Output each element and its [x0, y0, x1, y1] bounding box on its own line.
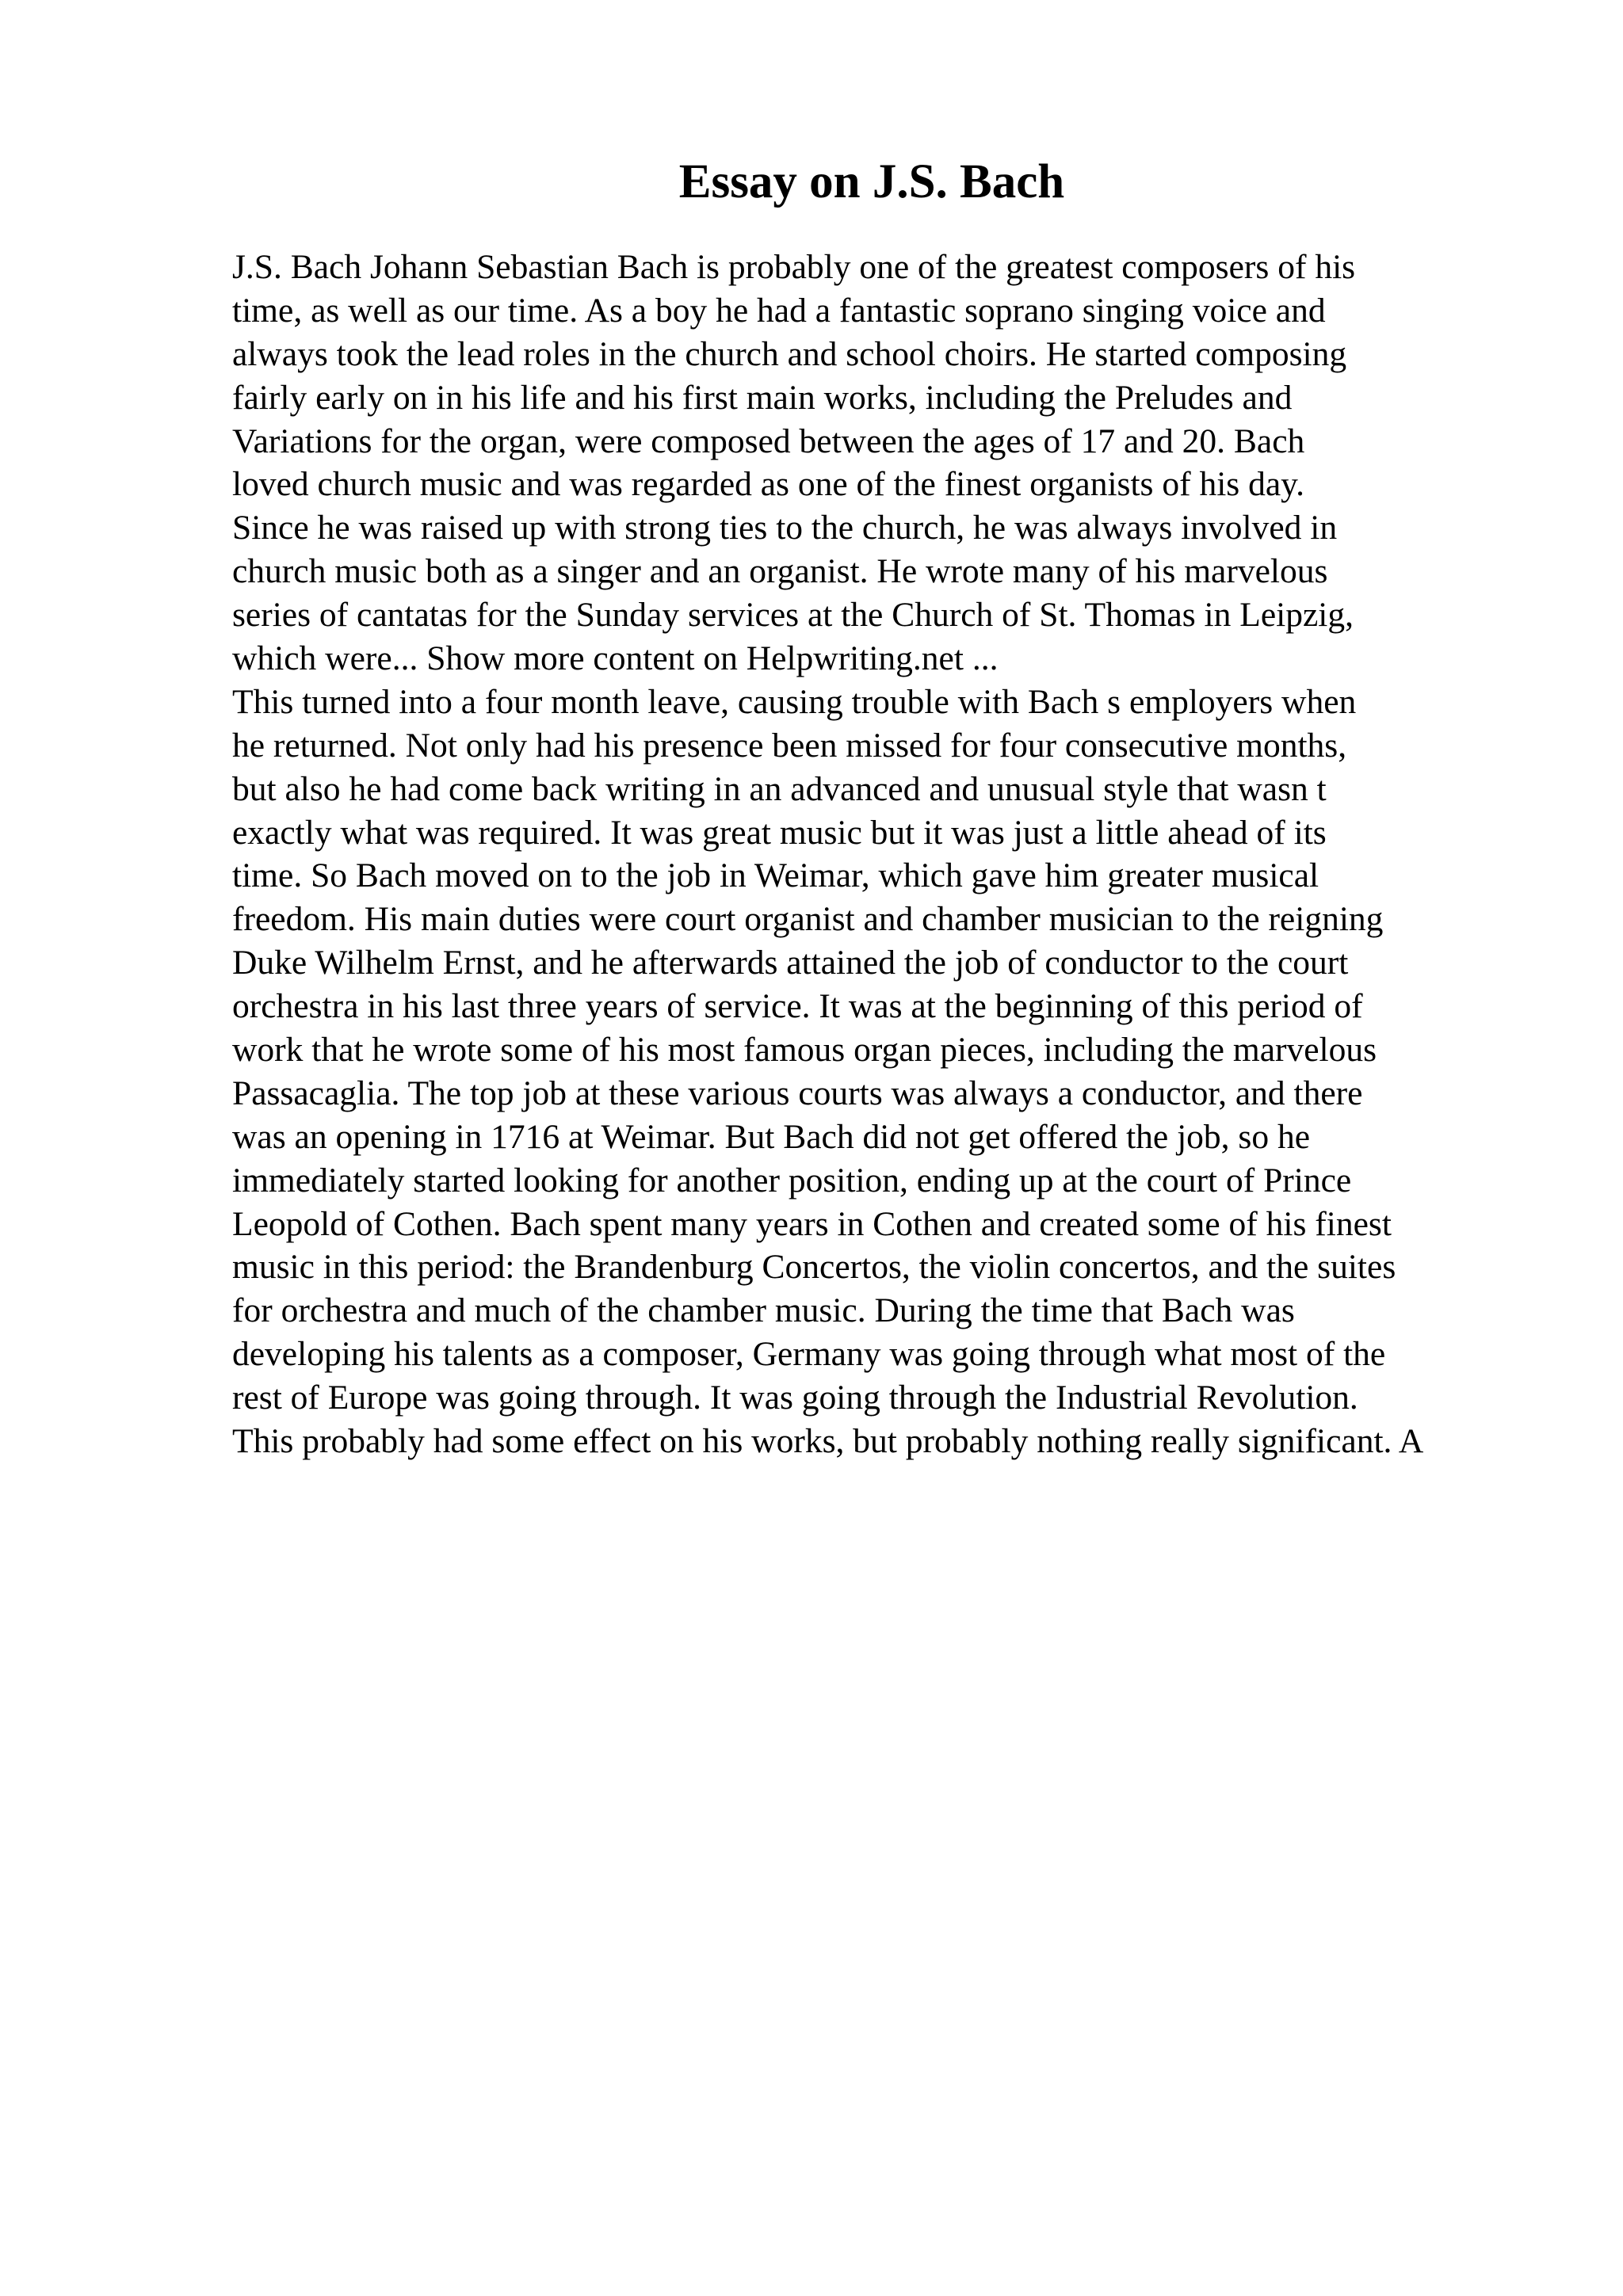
text-line: Duke Wilhelm Ernst, and he afterwards attained the job of conductor to the court [232, 944, 1349, 982]
text-line: exactly what was required. It was great music but it was just a little ahead of its [232, 813, 1327, 852]
text-line: series of cantatas for the Sunday services at the Church of St. Thomas in Leipzig, [232, 596, 1354, 635]
text-line: always took the lead roles in the church and school choirs. He started composing [232, 334, 1347, 373]
text-line: immediately started looking for another position, ending up at the court of Prince [232, 1161, 1352, 1199]
text-line: time, as well as our time. As a boy he had a fantastic soprano singing voice and [232, 291, 1326, 330]
text-line: work that he wrote some of his most famous organ pieces, including the marvelous [232, 1031, 1377, 1070]
text-line: freedom. His main duties were court organist and chamber musician to the reigning [232, 900, 1384, 939]
text-line: which were... Show more content on Helpwriting.net ... [232, 639, 999, 678]
text-line: for orchestra and much of the chamber music. During the time that Bach was [232, 1291, 1295, 1330]
text-line: J.S. Bach Johann Sebastian Bach is probably one of the greatest composers of his [232, 248, 1356, 286]
text-line: Passacaglia. The top job at these various courts was always a conductor, and there [232, 1074, 1363, 1112]
text-line: This turned into a four month leave, causing trouble with Bach s employers when [232, 682, 1357, 721]
text-line: This probably had some effect on his works, but probably nothing really significant. A [232, 1422, 1424, 1461]
text-line: church music both as a singer and an organist. He wrote many of his marvelous [232, 552, 1328, 591]
text-line: Since he was raised up with strong ties to the church, he was always involved in [232, 509, 1338, 547]
text-line: time. So Bach moved on to the job in Weimar, which gave him greater musical [232, 856, 1319, 895]
text-line: rest of Europe was going through. It was going through the Industrial Revolution. [232, 1379, 1358, 1417]
text-line: but also he had come back writing in an advanced and unusual style that wasn t [232, 769, 1327, 808]
text-line: music in this period: the Brandenburg Concertos, the violin concertos, and the suites [232, 1248, 1396, 1287]
text-line: loved church music and was regarded as one of the finest organists of his day. [232, 465, 1304, 504]
essay-body [232, 246, 1595, 1463]
text-line: fairly early on in his life and his first main works, including the Preludes and [232, 378, 1293, 417]
text-line: orchestra in his last three years of service. It was at the beginning of this period of [232, 987, 1363, 1026]
text-line: Variations for the organ, were composed between the ages of 17 and 20. Bach [232, 421, 1305, 460]
text-line: Leopold of Cothen. Bach spent many years in Cothen and created some of his finest [232, 1204, 1392, 1243]
text-line: developing his talents as a composer, Germany was going through what most of the [232, 1335, 1386, 1374]
text-line: he returned. Not only had his presence been missed for four consecutive months, [232, 726, 1347, 765]
text-line: was an opening in 1716 at Weimar. But Bach did not get offered the job, so he [232, 1117, 1311, 1156]
document-title: Essay on J.S. Bach [678, 155, 1065, 208]
